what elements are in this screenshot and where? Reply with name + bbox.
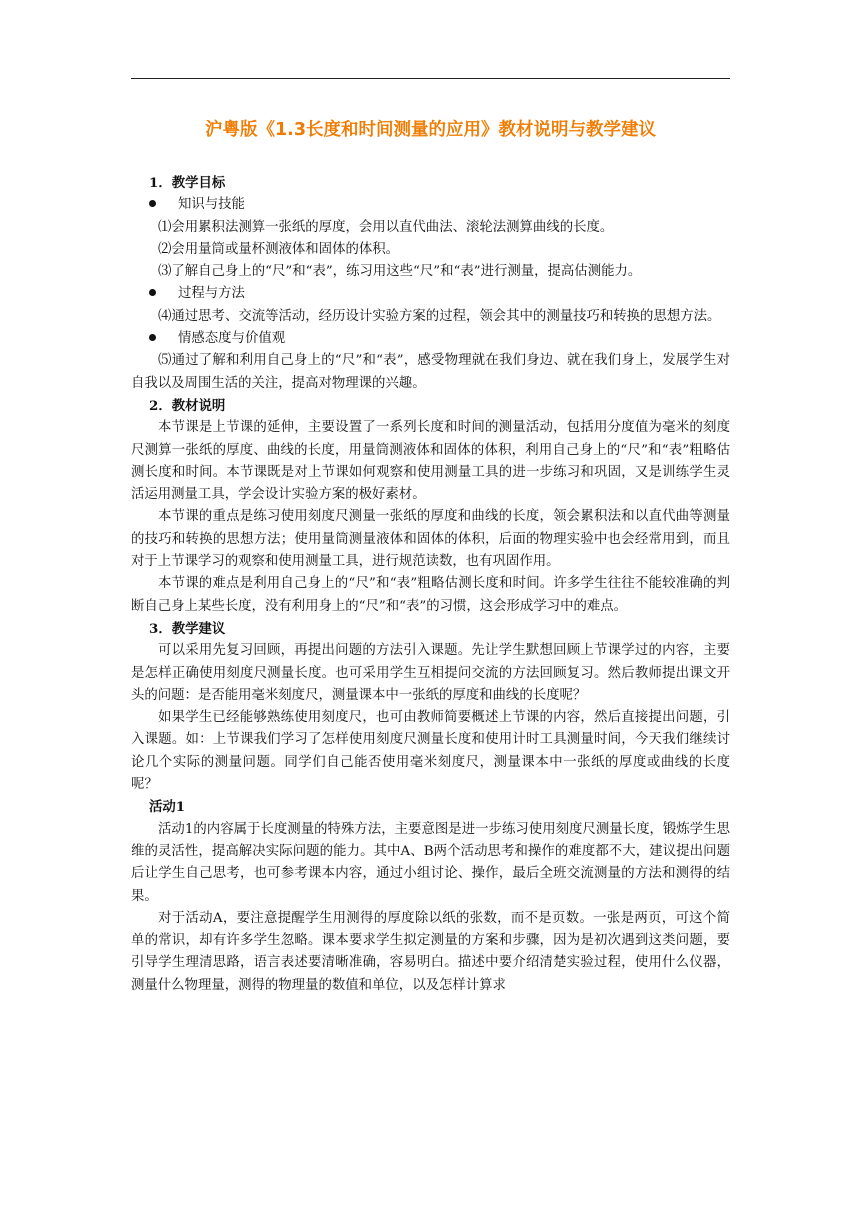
goal-item-4: ⑷通过思考、交流等活动，经历设计实验方案的过程，领会其中的测量技巧和转换的思想方法。 — [158, 308, 721, 324]
bullet-dot-icon — [149, 289, 156, 296]
document-title: 沪粤版《1.3长度和时间测量的应用》教材说明与教学建议 — [205, 120, 656, 140]
material-paragraph-3: 本节课的难点是利用自己身上的“尺”和“表”粗略估测长度和时间。许多学生往往不能较准确的判断自己身上某些长度，没有利用身上的“尺”和“表”的习惯，这会形成学习中的难点。 — [131, 576, 730, 614]
section-heading-teaching-goals: 1．教学目标 — [149, 175, 226, 191]
activity-1-heading: 活动1 — [149, 799, 186, 816]
activity-1-paragraph-2: 对于活动A，要注意提醒学生用测得的厚度除以纸的张数，而不是页数。一张是两页，可这个简单的常识，却有许多学生忽略。课本要求学生拟定测量的方案和步骤，因为是初次遇到这类问题，要引导学生理清思路，语言表述要清晰准确，容易明白。描述中要介绍清楚实验过程，使用什么仪器，测量什么物理量，测得的物理量的数值和单位，以及怎样计算求 — [131, 910, 730, 993]
bullet-dot-icon — [149, 334, 156, 341]
header-rule — [131, 78, 730, 79]
section-heading-teaching-suggestions: 3．教学建议 — [149, 620, 226, 637]
goal-item-2: ⑵会用量筒或量杯测液体和固体的体积。 — [158, 241, 400, 257]
material-paragraph-2: 本节课的重点是练习使用刻度尺测量一张纸的厚度和曲线的长度，领会累积法和以直代曲等测量的技巧和转换的思想方法；使用量筒测量液体和固体的体积，后面的物理实验中也会经常用到，而且对于上节课学习的观察和使用测量工具，进行规范读数，也有巩固作用。 — [131, 509, 730, 570]
bullet-knowledge-skills: 知识与技能 — [131, 194, 730, 216]
bullet-dot-icon — [149, 200, 156, 207]
bullet-attitude-values: 情感态度与价值观 — [131, 328, 730, 350]
bullet-process-method: 过程与方法 — [131, 283, 730, 305]
activity-1-paragraph-1: 活动1的内容属于长度测量的特殊方法，主要意图是进一步练习使用刻度尺测量长度，锻炼学生思维的灵活性，提高解决实际问题的能力。其中A、B两个活动思考和操作的难度都不大，建议提出问题后让学生自己思考，也可参考课本内容，通过小组讨论、操作，最后全班交流测量的方法和测得的结果。 — [131, 821, 730, 904]
goal-item-3: ⑶了解自己身上的“尺”和“表”，练习用这些“尺”和“表”进行测量，提高估测能力。 — [158, 264, 642, 280]
document-body — [131, 172, 730, 997]
suggestion-paragraph-1: 可以采用先复习回顾，再提出问题的方法引入课题。先让学生默想回顾上节课学过的内容，主要是怎样正确使用刻度尺测量长度。也可采用学生互相提问交流的方法回顾复习。然后教师提出课文开头的问题：是否能用毫米刻度尺，测量课本中一张纸的厚度和曲线的长度呢？ — [131, 643, 730, 703]
goal-item-1: ⑴会用累积法测算一张纸的厚度，会用以直代曲法、滚轮法测算曲线的长度。 — [158, 219, 614, 235]
section-heading-material-notes: 2．教材说明 — [149, 397, 226, 414]
goal-item-5: ⑸通过了解和利用自己身上的“尺”和“表”，感受物理就在我们身边、就在我们身上，发展学生对自我以及周围生活的关注，提高对物理课的兴趣。 — [131, 353, 730, 391]
material-paragraph-1: 本节课是上节课的延伸，主要设置了一系列长度和时间的测量活动，包括用分度值为毫米的刻度尺测算一张纸的厚度、曲线的长度，用量筒测液体和固体的体积，利用自己身上的“尺”和“表”粗略估测长度和时间。本节课既是对上节课如何观察和使用测量工具的进一步练习和巩固，又是训练学生灵活运用测量工具，学会设计实验方案的极好素材。 — [131, 420, 730, 503]
suggestion-paragraph-2: 如果学生已经能够熟练使用刻度尺，也可由教师简要概述上节课的内容，然后直接提出问题，引入课题。如：上节课我们学习了怎样使用刻度尺测量长度和使用计时工具测量时间，今天我们继续讨论几个实际的测量问题。同学们自己能否使用毫米刻度尺，测量课本中一张纸的厚度或曲线的长度呢？ — [131, 710, 730, 793]
